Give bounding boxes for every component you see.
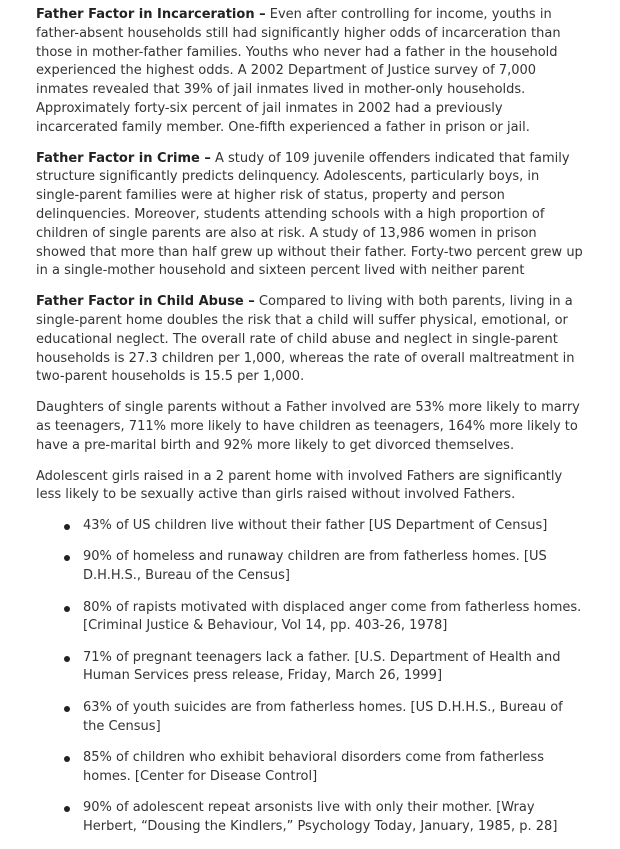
bullet-icon xyxy=(64,806,70,812)
list-item-text: 90% of adolescent repeat arsonists live with only their mother. [Wray Herbert, “Dousing the Kindlers,” Psychology Today, January, 1985, p. 28] xyxy=(83,799,558,834)
list-item xyxy=(36,599,586,637)
list-item xyxy=(36,799,586,837)
section-child-abuse xyxy=(36,293,586,387)
paragraph-adolescent-girls: Adolescent girls raised in a 2 parent home with involved Fathers are significantly less likely to be sexually active than girls raised without involved Fathers. xyxy=(36,468,563,503)
list-item-text: 80% of rapists motivated with displaced anger come from fatherless homes. [Criminal Justice & Behaviour, Vol 14, pp. 403-26, 1978] xyxy=(83,599,582,634)
list-item-text: 90% of homeless and runaway children are from fatherless homes. [US D.H.H.S., Bureau of the Census] xyxy=(83,549,547,584)
list-item-text: 43% of US children live without their father [US Department of Census] xyxy=(83,518,548,534)
list-item-text: 85% of children who exhibit behavioral disorders come from fatherless homes. [Center for Disease Control] xyxy=(83,749,544,784)
list-item-text: 71% of pregnant teenagers lack a father. [U.S. Department of Health and Human Services press release, Friday, March 26, 1999] xyxy=(83,649,561,684)
list-item xyxy=(36,517,586,536)
section-heading: Father Factor in Crime – xyxy=(36,150,211,166)
list-item xyxy=(36,649,586,687)
bullet-icon xyxy=(64,706,70,712)
paragraph-daughters: Daughters of single parents without a Father involved are 53% more likely to marry as teenagers, 711% more likely to have children as teenagers, 164% more likely to have a pre-marital birth and 92% more likely to get divorced themselves. xyxy=(36,400,580,453)
list-item-text: 63% of youth suicides are from fatherless homes. [US D.H.H.S., Bureau of the Census] xyxy=(83,699,563,734)
section-incarceration xyxy=(36,6,586,138)
list-item xyxy=(36,749,586,787)
bullet-icon xyxy=(64,606,70,612)
section-body: A study of 109 juvenile offenders indicated that family structure significantly predicts delinquency. Adolescents, particularly boys, in single-parent families were at higher risk of status, property and person delinquencies. Moreover, students attending schools with a high proportion of children of single parents are also at risk. A study of 13,986 women in prison showed that more than half grew up without their father. Forty-two percent grew up in a single-mother household and sixteen percent lived with neither parent xyxy=(36,150,583,279)
section-heading: Father Factor in Incarceration – xyxy=(36,7,266,22)
section-body: Even after controlling for income, youths in father-absent households still had significantly higher odds of incarceration than those in mother-father families. Youths who never had a father in the household experienced the highest odds. A 2002 Department of Justice survey of 7,000 inmates revealed that 39% of jail inmates lived in mother-only households. Approximately forty-six percent of jail inmates in 2002 had a previously incarcerated family member. One-fifth experienced a father in prison or jail. xyxy=(36,7,561,135)
section-heading: Father Factor in Child Abuse – xyxy=(36,294,255,310)
article-content xyxy=(36,6,586,849)
bullet-icon xyxy=(64,656,70,662)
section-crime xyxy=(36,150,586,282)
statistics-list xyxy=(36,517,586,836)
list-item xyxy=(36,548,586,586)
section-body: Compared to living with both parents, living in a single-parent home doubles the risk that a child will suffer physical, emotional, or educational neglect. The overall rate of child abuse and neglect in single-parent households is 27.3 children per 1,000, whereas the rate of overall maltreatment in two-parent households is 15.5 per 1,000. xyxy=(36,294,575,385)
bullet-icon xyxy=(64,555,70,561)
bullet-icon xyxy=(64,756,70,762)
list-item xyxy=(36,699,586,737)
bullet-icon xyxy=(64,524,70,530)
